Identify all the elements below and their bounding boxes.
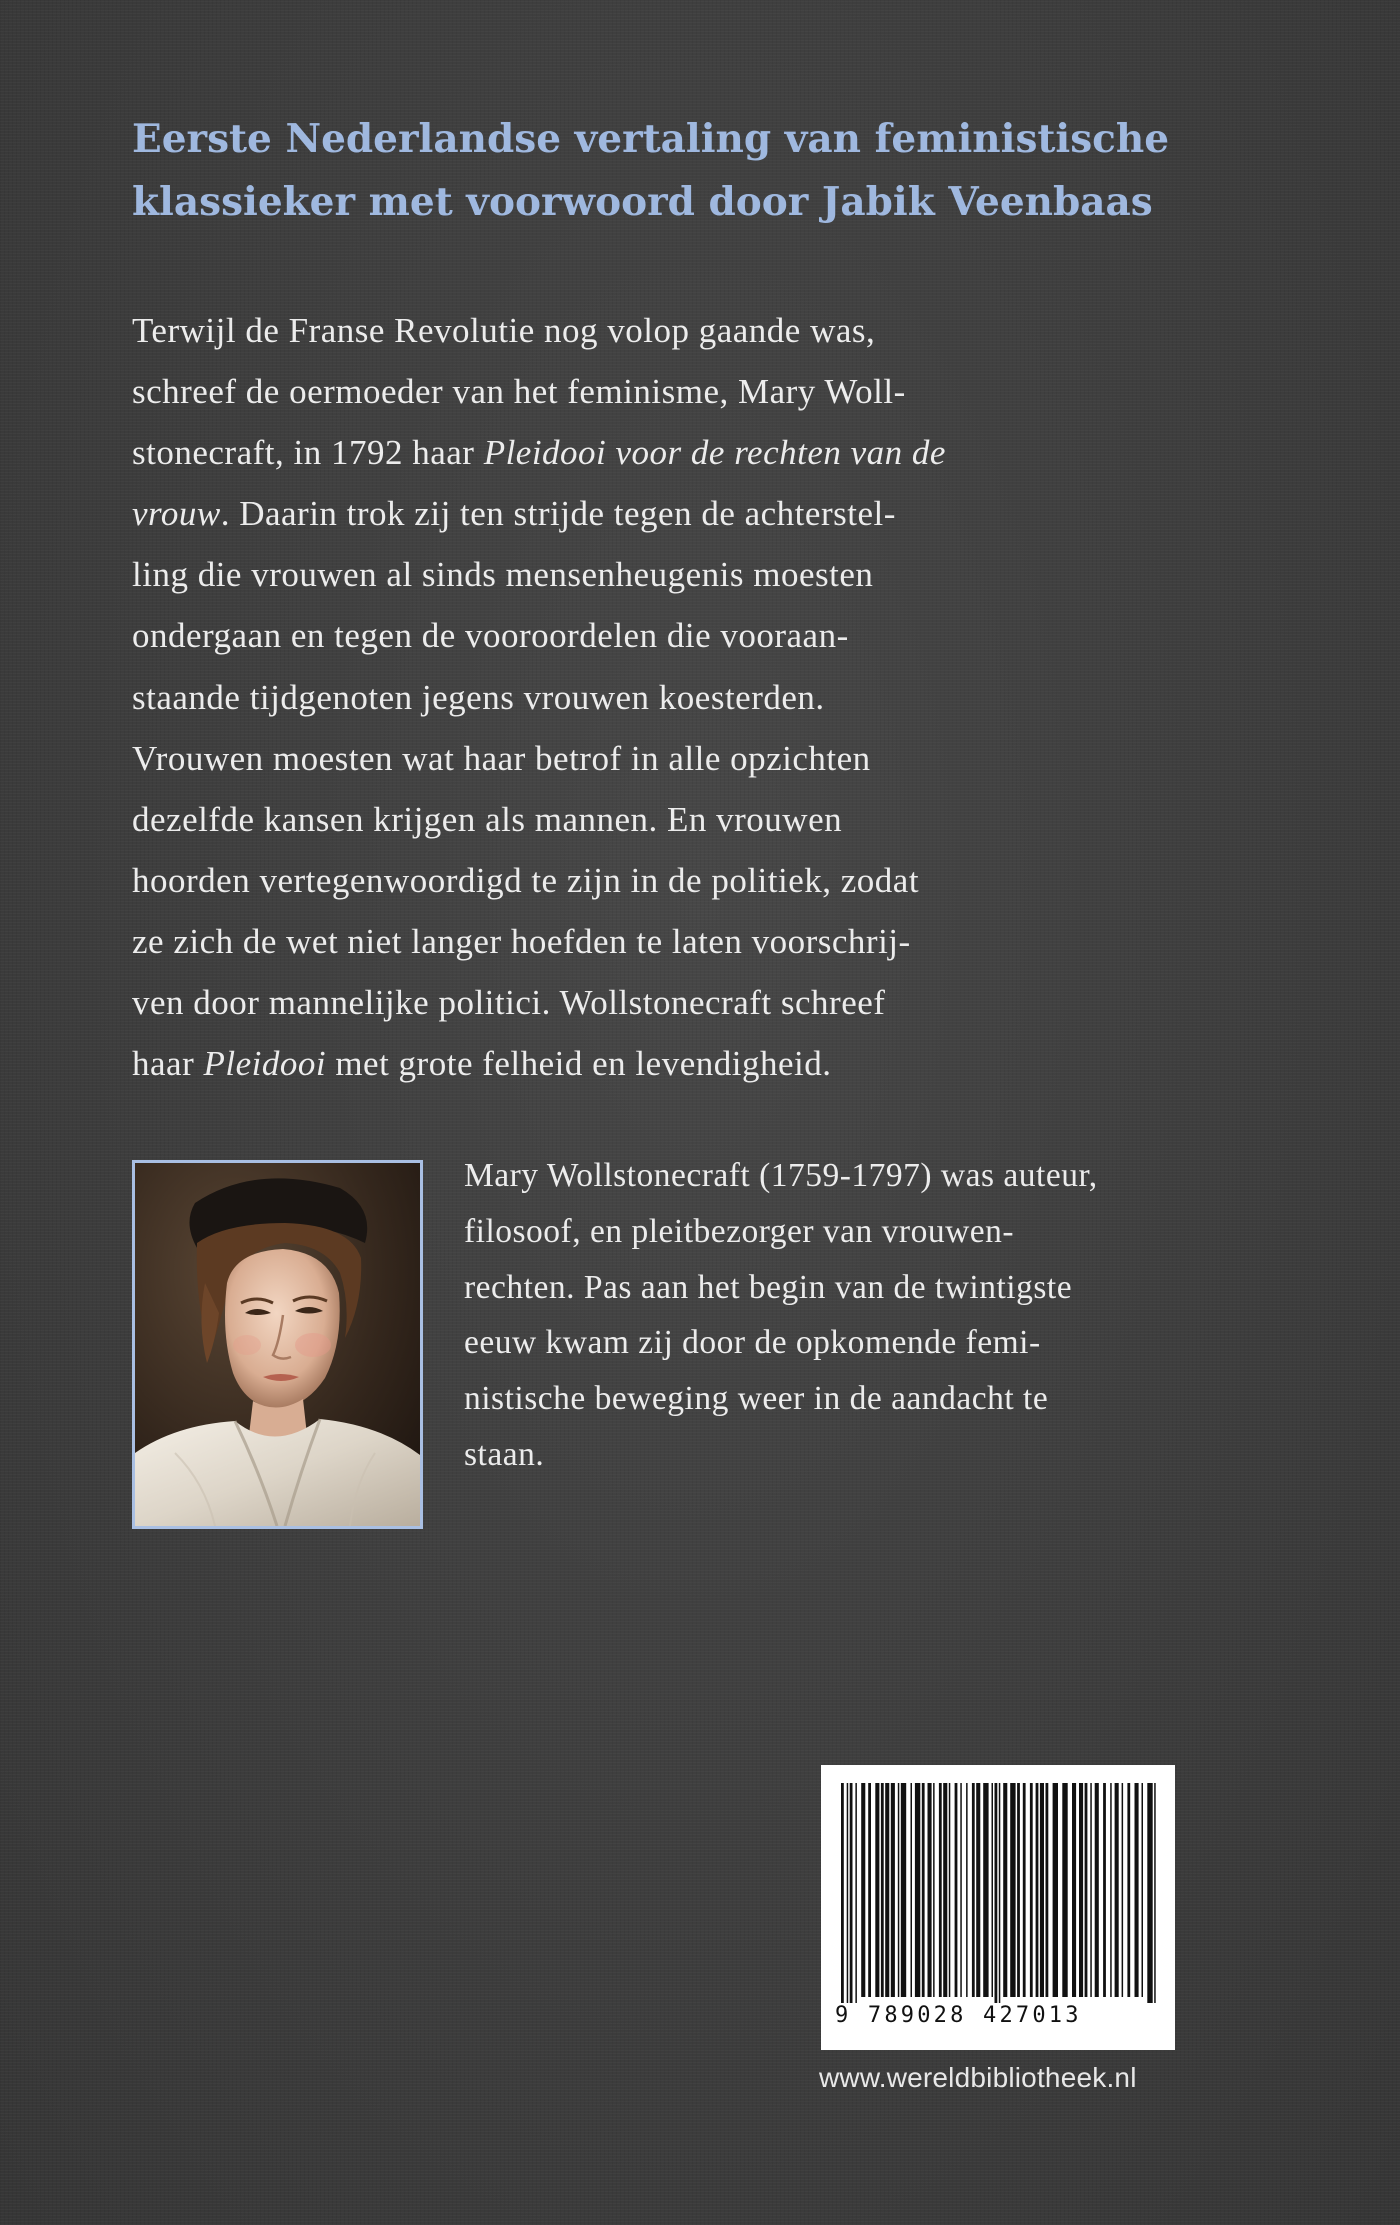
- blurb-text: haar: [132, 1044, 204, 1084]
- blurb-line: ling die vrouwen al sinds mensenheugenis moesten: [132, 555, 874, 595]
- blurb-text: stonecraft, in 1792 haar: [132, 433, 484, 473]
- barcode-bar: [992, 1783, 994, 1997]
- barcode-bar: [1036, 1783, 1039, 1997]
- barcode-bar: [1110, 1783, 1112, 1997]
- barcode-bar: [1085, 1783, 1088, 1997]
- blurb-line: ze zich de wet niet langer hoefden te laten voorschrij-: [132, 921, 911, 961]
- barcode-bar: [861, 1783, 865, 1997]
- barcode-bar: [949, 1783, 951, 1997]
- barcode-bar: [1095, 1783, 1099, 1997]
- tagline-line: klassieker met voorwoord door Jabik Veenbaas: [132, 179, 1153, 225]
- barcode-bar: [1030, 1783, 1033, 1997]
- barcode-bar: [1135, 1783, 1139, 1997]
- barcode-bar: [976, 1783, 980, 1997]
- barcode-bar: [875, 1783, 879, 1997]
- bio-line: nistische beweging weer in de aandacht te: [464, 1380, 1049, 1418]
- barcode-bar: [1062, 1783, 1067, 1997]
- portrait-image: [135, 1163, 420, 1526]
- barcode-bar: [960, 1783, 962, 1997]
- barcode-bar: [1040, 1783, 1044, 1997]
- blurb-text: . Daarin trok zij ten strijde tegen de achterstel-: [220, 494, 896, 534]
- bio-line: staan.: [464, 1435, 545, 1473]
- bio-line: rechten. Pas aan het begin van de twintigste: [464, 1268, 1073, 1306]
- barcode-bar: [1003, 1783, 1007, 1997]
- barcode-bar: [972, 1783, 975, 1997]
- barcode-bar: [881, 1783, 884, 1997]
- blurb: [132, 300, 1282, 1094]
- barcode-bar: [847, 1783, 849, 2003]
- barcode-bar: [1103, 1783, 1106, 1997]
- book-title: Pleidooi: [203, 1044, 327, 1084]
- isbn-number: 9 789028 427013: [835, 2003, 1082, 2028]
- barcode-bar: [1046, 1783, 1049, 1997]
- barcode-bar: [891, 1783, 895, 1997]
- blurb-line: hoorden vertegenwoordigd te zijn in de politiek, zodat: [132, 860, 920, 900]
- blurb-line: [132, 483, 1282, 544]
- publisher-website: www.wereldbibliotheek.nl: [819, 2062, 1137, 2093]
- barcode-bar: [868, 1783, 871, 1997]
- barcode-bar: [1023, 1783, 1026, 1997]
- barcode-bar: [983, 1783, 988, 1997]
- barcode-bar: [1142, 1783, 1144, 1997]
- barcode-bar: [933, 1783, 935, 1997]
- book-title: vrouw: [132, 494, 221, 534]
- barcode-bars: [821, 1765, 1175, 2003]
- barcode-bar: [885, 1783, 889, 1997]
- blurb-line: ven door mannelijke politici. Wollstonecraft schreef: [132, 983, 886, 1023]
- barcode-bar: [1115, 1783, 1119, 1997]
- barcode-bar: [966, 1783, 968, 1997]
- barcode-bar: [922, 1783, 925, 1997]
- barcode-bar: [1122, 1783, 1124, 1997]
- barcode-bar: [841, 1783, 844, 2003]
- bio-line: filosoof, en pleitbezorger van vrouwen-: [464, 1212, 1015, 1250]
- barcode-bar: [1090, 1783, 1092, 1997]
- barcode-bar: [999, 1783, 1001, 2003]
- blurb-line: Terwijl de Franse Revolutie nog volop gaande was,: [132, 311, 876, 350]
- blurb-line: schreef de oermoeder van het feminisme, Mary Woll-: [132, 372, 906, 412]
- author-bio: [464, 1148, 1264, 1483]
- blurb-line: dezelfde kansen krijgen als mannen. En vrouwen: [132, 799, 843, 839]
- blurb-line: ondergaan en tegen de vooroordelen die vooraan-: [132, 616, 849, 656]
- barcode-bar: [928, 1783, 932, 1997]
- barcode-bar: [898, 1783, 900, 1997]
- barcode-bar: [901, 1783, 906, 1997]
- barcode-bar: [943, 1783, 947, 1997]
- barcode-bar: [1079, 1783, 1083, 1997]
- barcode-bar: [939, 1783, 942, 1997]
- barcode-bar: [855, 1783, 857, 2003]
- barcode-bar: [1154, 1783, 1156, 2003]
- blurb-line: [132, 1033, 1282, 1094]
- blurb-text: met grote felheid en levendigheid.: [326, 1044, 832, 1084]
- barcode-bar: [995, 1783, 998, 2003]
- blurb-line: staande tijdgenoten jegens vrouwen koesterden.: [132, 677, 825, 717]
- barcode-bar: [1017, 1783, 1020, 1997]
- bio-line: eeuw kwam zij door de opkomende femi-: [464, 1324, 1041, 1362]
- bio-line: Mary Wollstonecraft (1759-1797) was auteur,: [464, 1157, 1098, 1194]
- barcode-bar: [1010, 1783, 1015, 1997]
- book-title: Pleidooi voor de rechten van de: [483, 433, 946, 473]
- barcode-bar: [850, 1783, 853, 2003]
- blurb-line: Vrouwen moesten wat haar betrof in alle opzichten: [132, 738, 871, 778]
- blurb-line: [132, 422, 1282, 483]
- barcode-bar: [1127, 1783, 1130, 1997]
- barcode-bar: [915, 1783, 920, 1997]
- tagline-line: Eerste Nederlandse vertaling van feministische: [132, 116, 1170, 162]
- barcode: [821, 1765, 1175, 2050]
- tagline: [132, 108, 1292, 234]
- barcode-bar: [1053, 1783, 1058, 1997]
- author-portrait: [132, 1160, 423, 1529]
- barcode-bar: [1072, 1783, 1076, 1997]
- barcode-bar: [955, 1783, 958, 1997]
- barcode-bar: [1147, 1783, 1152, 2003]
- barcode-bar: [911, 1783, 913, 1997]
